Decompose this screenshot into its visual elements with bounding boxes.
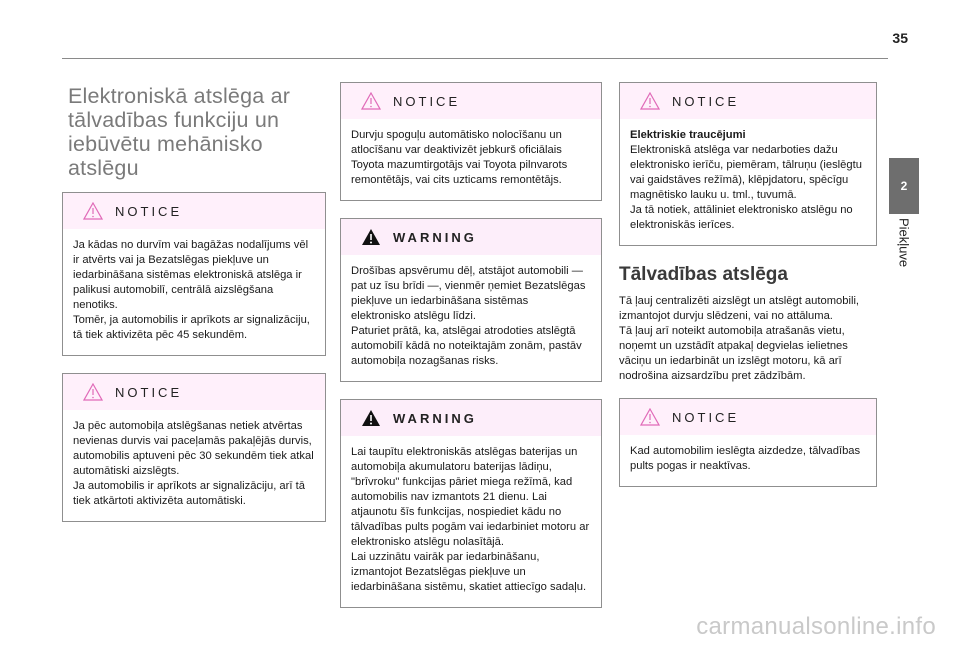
notice-subheading: Elektriskie traucējumi [630, 129, 746, 141]
section-text: Tā ļauj centralizēti aizslēgt un atslēgt automobili, izmantojot durvju slēdzeni, vai no attāluma. Tā ļauj arī noteikt automobiļa atrašanās vietu, noņemt un uzstādīt atpakaļ degvielas ielietnes vāciņu un iedarbināt un izslēgt motoru, kā arī nodrošina aizsardzību pret zādzībām. [619, 295, 860, 382]
notice-box [340, 82, 602, 201]
notice-box [62, 373, 326, 522]
warning-heading: WARNING [393, 410, 477, 426]
column-2 [340, 82, 602, 625]
notice-text: Ja pēc automobiļa atslēgšanas netiek atvērtas nevienas durvis vai paceļamās pakaļējās durvis, automobilis aptuveni pēc 30 sekundēm tiek atkal automātiski aizslēgts. Ja automobilis ir aprīkots ar signalizāciju, arī tā tiek atkārtoti aktivizēta automātiski. [73, 420, 314, 507]
warning-text: Drošības apsvērumu dēļ, atstājot automobili — pat uz īsu brīdi —, vienmēr ņemiet Bezatslēgas piekļuve un iedarbināšana sistēmas elektronisko atslēgu līdzi. Paturiet prātā, ka, atslēgai atrodoties atslēgtā automobilī kādā no noteiktajām zonām, pastāv automobiļa nozagšanas risks. [351, 265, 586, 367]
notice-content [620, 119, 876, 245]
warning-text: Lai taupītu elektroniskās atslēgas baterijas un automobiļa akumulatoru baterijas lādiņu, "brīvroku" funkcijas pāriet miega režīmā, kad automobilis nav izmantots 21 dienu. Lai atjaunotu šīs funkcijas, nospiediet kādu no tālvadības pults pogām vai iedarbiniet motoru ar elektronisko atslēgu nolasītājā. Lai uzzinātu vairāk par iedarbināšanu, izmantojot Bezatslēgas piekļuve un iedarbināšana sistēmu, skatiet attiecīgo sadaļu. [351, 446, 590, 593]
watermark: carmanualsonline.info [696, 613, 936, 640]
notice-header [341, 83, 601, 119]
column-3 [619, 82, 877, 504]
notice-triangle-icon [640, 408, 660, 426]
notice-text: Ja kādas no durvīm vai bagāžas nodalījums vēl ir atvērts vai ja Bezatslēgas piekļuve un iedarbināšana sistēmas elektroniskā atslēga ir palikusi automobilī, centrālā aizslēgšana nenotiks. Tomēr, ja automobilis ir aprīkots ar signalizāciju, tā tiek aktivizēta pēc 45 sekundēm. [73, 239, 310, 341]
warning-heading: WARNING [393, 229, 477, 245]
top-divider [62, 58, 888, 59]
notice-header [620, 399, 876, 435]
notice-text: Kad automobilim ieslēgta aizdedze, tālvadības pults pogas ir neaktīvas. [630, 445, 861, 472]
notice-triangle-icon [83, 202, 103, 220]
notice-box [619, 82, 877, 246]
notice-triangle-icon [640, 92, 660, 110]
warning-header [341, 219, 601, 255]
notice-heading: NOTICE [672, 93, 740, 109]
notice-heading: NOTICE [115, 203, 183, 219]
column-1 [62, 82, 326, 539]
page-number: 35 [892, 30, 908, 46]
notice-triangle-icon [83, 383, 103, 401]
notice-triangle-icon [361, 92, 381, 110]
notice-heading: NOTICE [672, 409, 740, 425]
notice-heading: NOTICE [393, 93, 461, 109]
chapter-label: Piekļuve [896, 218, 912, 268]
notice-heading: NOTICE [115, 384, 183, 400]
warning-box [340, 399, 602, 608]
notice-header [63, 374, 325, 410]
notice-header [63, 193, 325, 229]
notice-text: Durvju spoguļu automātisko nolocīšanu un atlocīšanu var deaktivizēt jebkurš oficiālais Toyota mazumtirgotājs vai Toyota pilnvarots remontētājs, vai cits uzticams remontētājs. [351, 129, 568, 186]
notice-header [620, 83, 876, 119]
notice-text: Elektroniskā atslēga var nedarboties dažu elektronisko ierīču, piemēram, tālruņu (ieslēgtu vai gaidstāves režīmā), klēpjdatoru, spēcīgu magnētisko lauku u. tml., tuvumā. Ja tā notiek, attāliniet elektronisko atslēgu no elektroniskās ierīces. [630, 144, 862, 231]
warning-box [340, 218, 602, 382]
warning-triangle-icon [361, 228, 381, 246]
warning-header [341, 400, 601, 436]
section-title: Elektroniskā atslēga ar tālvadības funkciju un iebūvētu mehānisko atslēgu [68, 84, 291, 180]
warning-triangle-icon [361, 409, 381, 427]
notice-box [619, 398, 877, 487]
notice-box [62, 192, 326, 356]
section-heading: Tālvadības atslēga [619, 264, 788, 285]
chapter-tab[interactable]: 2 [889, 158, 919, 214]
